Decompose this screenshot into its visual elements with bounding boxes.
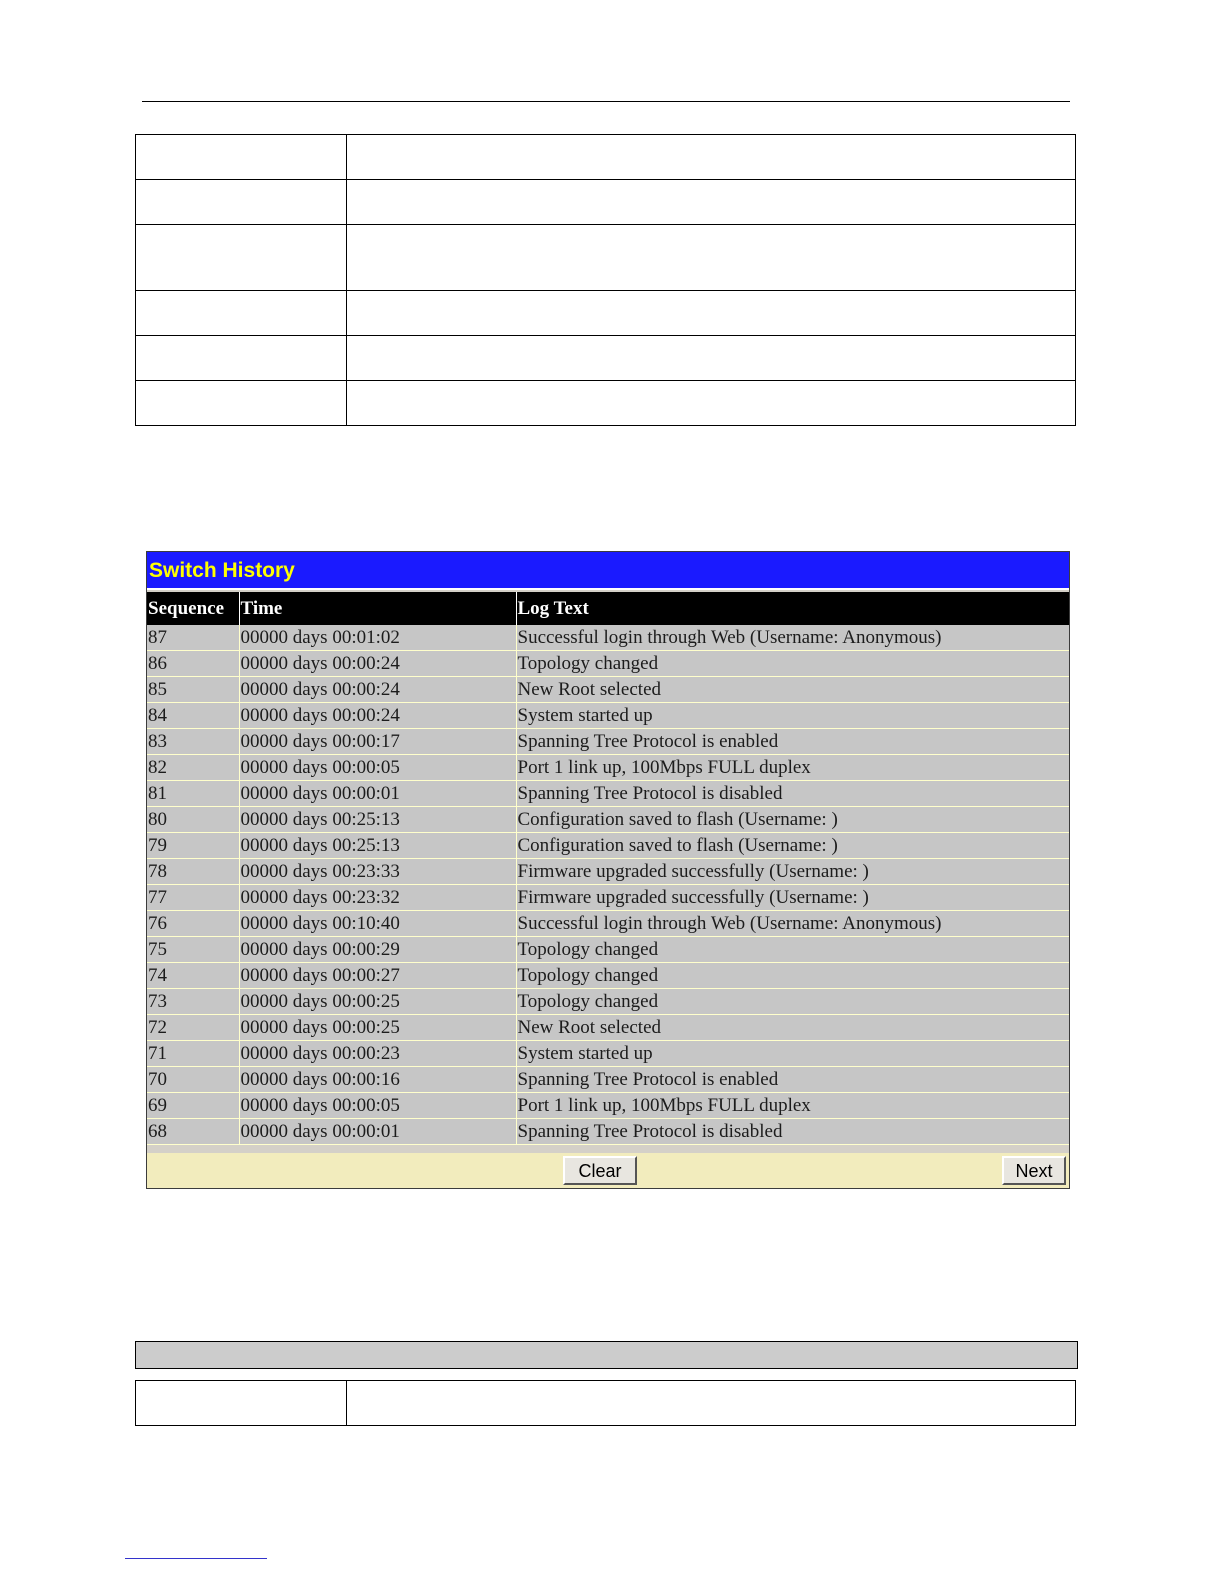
column-header-time: Time (239, 592, 516, 625)
time-cell: 00000 days 00:00:24 (239, 677, 516, 703)
time-cell: 00000 days 00:00:24 (239, 703, 516, 729)
column-header-log-text: Log Text (516, 592, 1069, 625)
panel-title: Switch History (147, 552, 1069, 590)
table-row (147, 989, 1069, 1015)
table-row (147, 755, 1069, 781)
sequence-cell: 77 (147, 885, 239, 911)
log-text-cell: System started up (516, 703, 1069, 729)
log-text-cell: Spanning Tree Protocol is enabled (516, 1067, 1069, 1093)
log-text-cell: Spanning Tree Protocol is enabled (516, 729, 1069, 755)
table-row (147, 1015, 1069, 1041)
sequence-cell: 69 (147, 1093, 239, 1119)
log-text-cell: Port 1 link up, 100Mbps FULL duplex (516, 755, 1069, 781)
switch-history-panel (146, 551, 1070, 1189)
parameter-table-bottom (135, 1380, 1076, 1426)
time-cell: 00000 days 00:00:23 (239, 1041, 516, 1067)
table-header-row (147, 592, 1069, 625)
sequence-cell: 79 (147, 833, 239, 859)
sequence-cell: 81 (147, 781, 239, 807)
log-text-cell: Configuration saved to flash (Username: ) (516, 807, 1069, 833)
sequence-cell: 68 (147, 1119, 239, 1145)
sequence-cell: 74 (147, 963, 239, 989)
time-cell: 00000 days 00:23:32 (239, 885, 516, 911)
log-text-cell: Topology changed (516, 963, 1069, 989)
param-row (136, 225, 1076, 291)
time-cell: 00000 days 00:00:01 (239, 781, 516, 807)
clear-button[interactable]: Clear (563, 1156, 637, 1185)
sequence-cell: 83 (147, 729, 239, 755)
log-text-cell: Topology changed (516, 651, 1069, 677)
table-row (147, 703, 1069, 729)
parameter-table-top (135, 134, 1076, 426)
log-text-cell: New Root selected (516, 677, 1069, 703)
table-row (147, 781, 1069, 807)
time-cell: 00000 days 00:01:02 (239, 625, 516, 651)
table-row (147, 651, 1069, 677)
log-text-cell: New Root selected (516, 1015, 1069, 1041)
sequence-cell: 75 (147, 937, 239, 963)
page-header-rule (142, 101, 1070, 102)
log-text-cell: System started up (516, 1041, 1069, 1067)
table-row (147, 885, 1069, 911)
param-row (136, 180, 1076, 225)
table-row (147, 625, 1069, 651)
section-header-bar (135, 1341, 1078, 1369)
table-row (147, 1093, 1069, 1119)
log-text-cell: Successful login through Web (Username: Anonymous) (516, 625, 1069, 651)
table-row (147, 1041, 1069, 1067)
panel-footer (147, 1153, 1069, 1188)
table-row (147, 1119, 1069, 1145)
param-row (136, 381, 1076, 426)
sequence-cell: 87 (147, 625, 239, 651)
log-text-cell: Firmware upgraded successfully (Username: ) (516, 885, 1069, 911)
time-cell: 00000 days 00:00:16 (239, 1067, 516, 1093)
sequence-cell: 78 (147, 859, 239, 885)
time-cell: 00000 days 00:00:01 (239, 1119, 516, 1145)
time-cell: 00000 days 00:00:05 (239, 755, 516, 781)
next-button[interactable]: Next (1002, 1156, 1066, 1185)
table-row (147, 911, 1069, 937)
table-row (147, 937, 1069, 963)
time-cell: 00000 days 00:00:27 (239, 963, 516, 989)
param-row (136, 1381, 1076, 1426)
sequence-cell: 82 (147, 755, 239, 781)
time-cell: 00000 days 00:00:29 (239, 937, 516, 963)
log-text-cell: Firmware upgraded successfully (Username: ) (516, 859, 1069, 885)
time-cell: 00000 days 00:00:25 (239, 1015, 516, 1041)
sequence-cell: 76 (147, 911, 239, 937)
time-cell: 00000 days 00:25:13 (239, 807, 516, 833)
time-cell: 00000 days 00:25:13 (239, 833, 516, 859)
param-row (136, 336, 1076, 381)
sequence-cell: 85 (147, 677, 239, 703)
time-cell: 00000 days 00:00:24 (239, 651, 516, 677)
sequence-cell: 71 (147, 1041, 239, 1067)
sequence-cell: 84 (147, 703, 239, 729)
table-row (147, 963, 1069, 989)
time-cell: 00000 days 00:00:05 (239, 1093, 516, 1119)
table-row (147, 833, 1069, 859)
column-header-sequence: Sequence (147, 592, 239, 625)
log-text-cell: Spanning Tree Protocol is disabled (516, 1119, 1069, 1145)
table-row (147, 807, 1069, 833)
table-row (147, 859, 1069, 885)
switch-history-table (147, 592, 1069, 1145)
param-row (136, 291, 1076, 336)
log-text-cell: Spanning Tree Protocol is disabled (516, 781, 1069, 807)
sequence-cell: 80 (147, 807, 239, 833)
footnote-rule (125, 1558, 267, 1559)
table-row (147, 729, 1069, 755)
time-cell: 00000 days 00:00:17 (239, 729, 516, 755)
time-cell: 00000 days 00:10:40 (239, 911, 516, 937)
log-text-cell: Topology changed (516, 989, 1069, 1015)
sequence-cell: 73 (147, 989, 239, 1015)
table-row (147, 677, 1069, 703)
sequence-cell: 70 (147, 1067, 239, 1093)
table-row (147, 1067, 1069, 1093)
time-cell: 00000 days 00:23:33 (239, 859, 516, 885)
log-text-cell: Successful login through Web (Username: Anonymous) (516, 911, 1069, 937)
time-cell: 00000 days 00:00:25 (239, 989, 516, 1015)
sequence-cell: 86 (147, 651, 239, 677)
param-row (136, 135, 1076, 180)
sequence-cell: 72 (147, 1015, 239, 1041)
log-text-cell: Topology changed (516, 937, 1069, 963)
log-text-cell: Configuration saved to flash (Username: ) (516, 833, 1069, 859)
log-text-cell: Port 1 link up, 100Mbps FULL duplex (516, 1093, 1069, 1119)
